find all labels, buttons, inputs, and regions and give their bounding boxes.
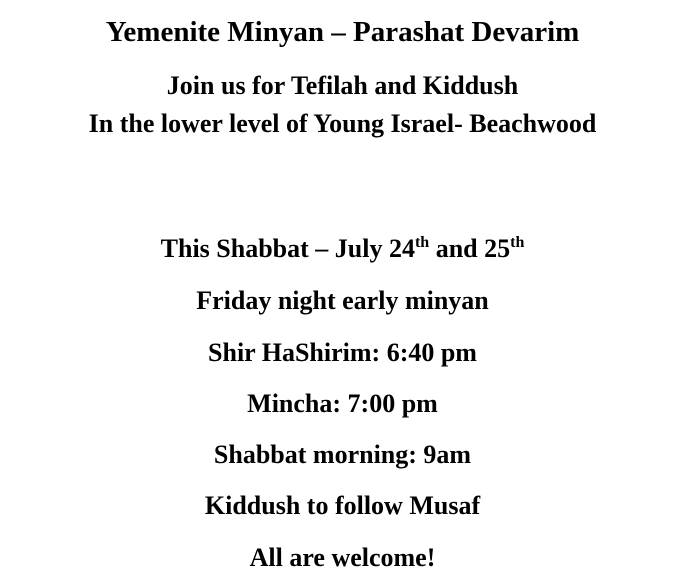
- flyer-title: Yemenite Minyan – Parashat Devarim: [105, 16, 580, 48]
- date-ordinal-suffix-1: th: [414, 234, 430, 251]
- location-line: In the lower level of Young Israel- Beachwood: [88, 109, 597, 138]
- schedule-friday-minyan: Friday night early minyan: [196, 286, 489, 315]
- date-line: [0, 236, 685, 262]
- date-middle: and 25: [429, 234, 511, 263]
- welcome-line: All are welcome!: [249, 543, 436, 572]
- date-prefix: This Shabbat – July 24: [160, 234, 415, 263]
- schedule-kiddush: Kiddush to follow Musaf: [204, 491, 481, 520]
- invite-line: Join us for Tefilah and Kiddush: [166, 71, 519, 100]
- schedule-shabbat-morning: Shabbat morning: 9am: [213, 440, 472, 469]
- schedule-shir-hashirim: Shir HaShirim: 6:40 pm: [208, 338, 477, 367]
- date-ordinal-suffix-2: th: [510, 234, 525, 251]
- schedule-mincha: Mincha: 7:00 pm: [247, 389, 438, 418]
